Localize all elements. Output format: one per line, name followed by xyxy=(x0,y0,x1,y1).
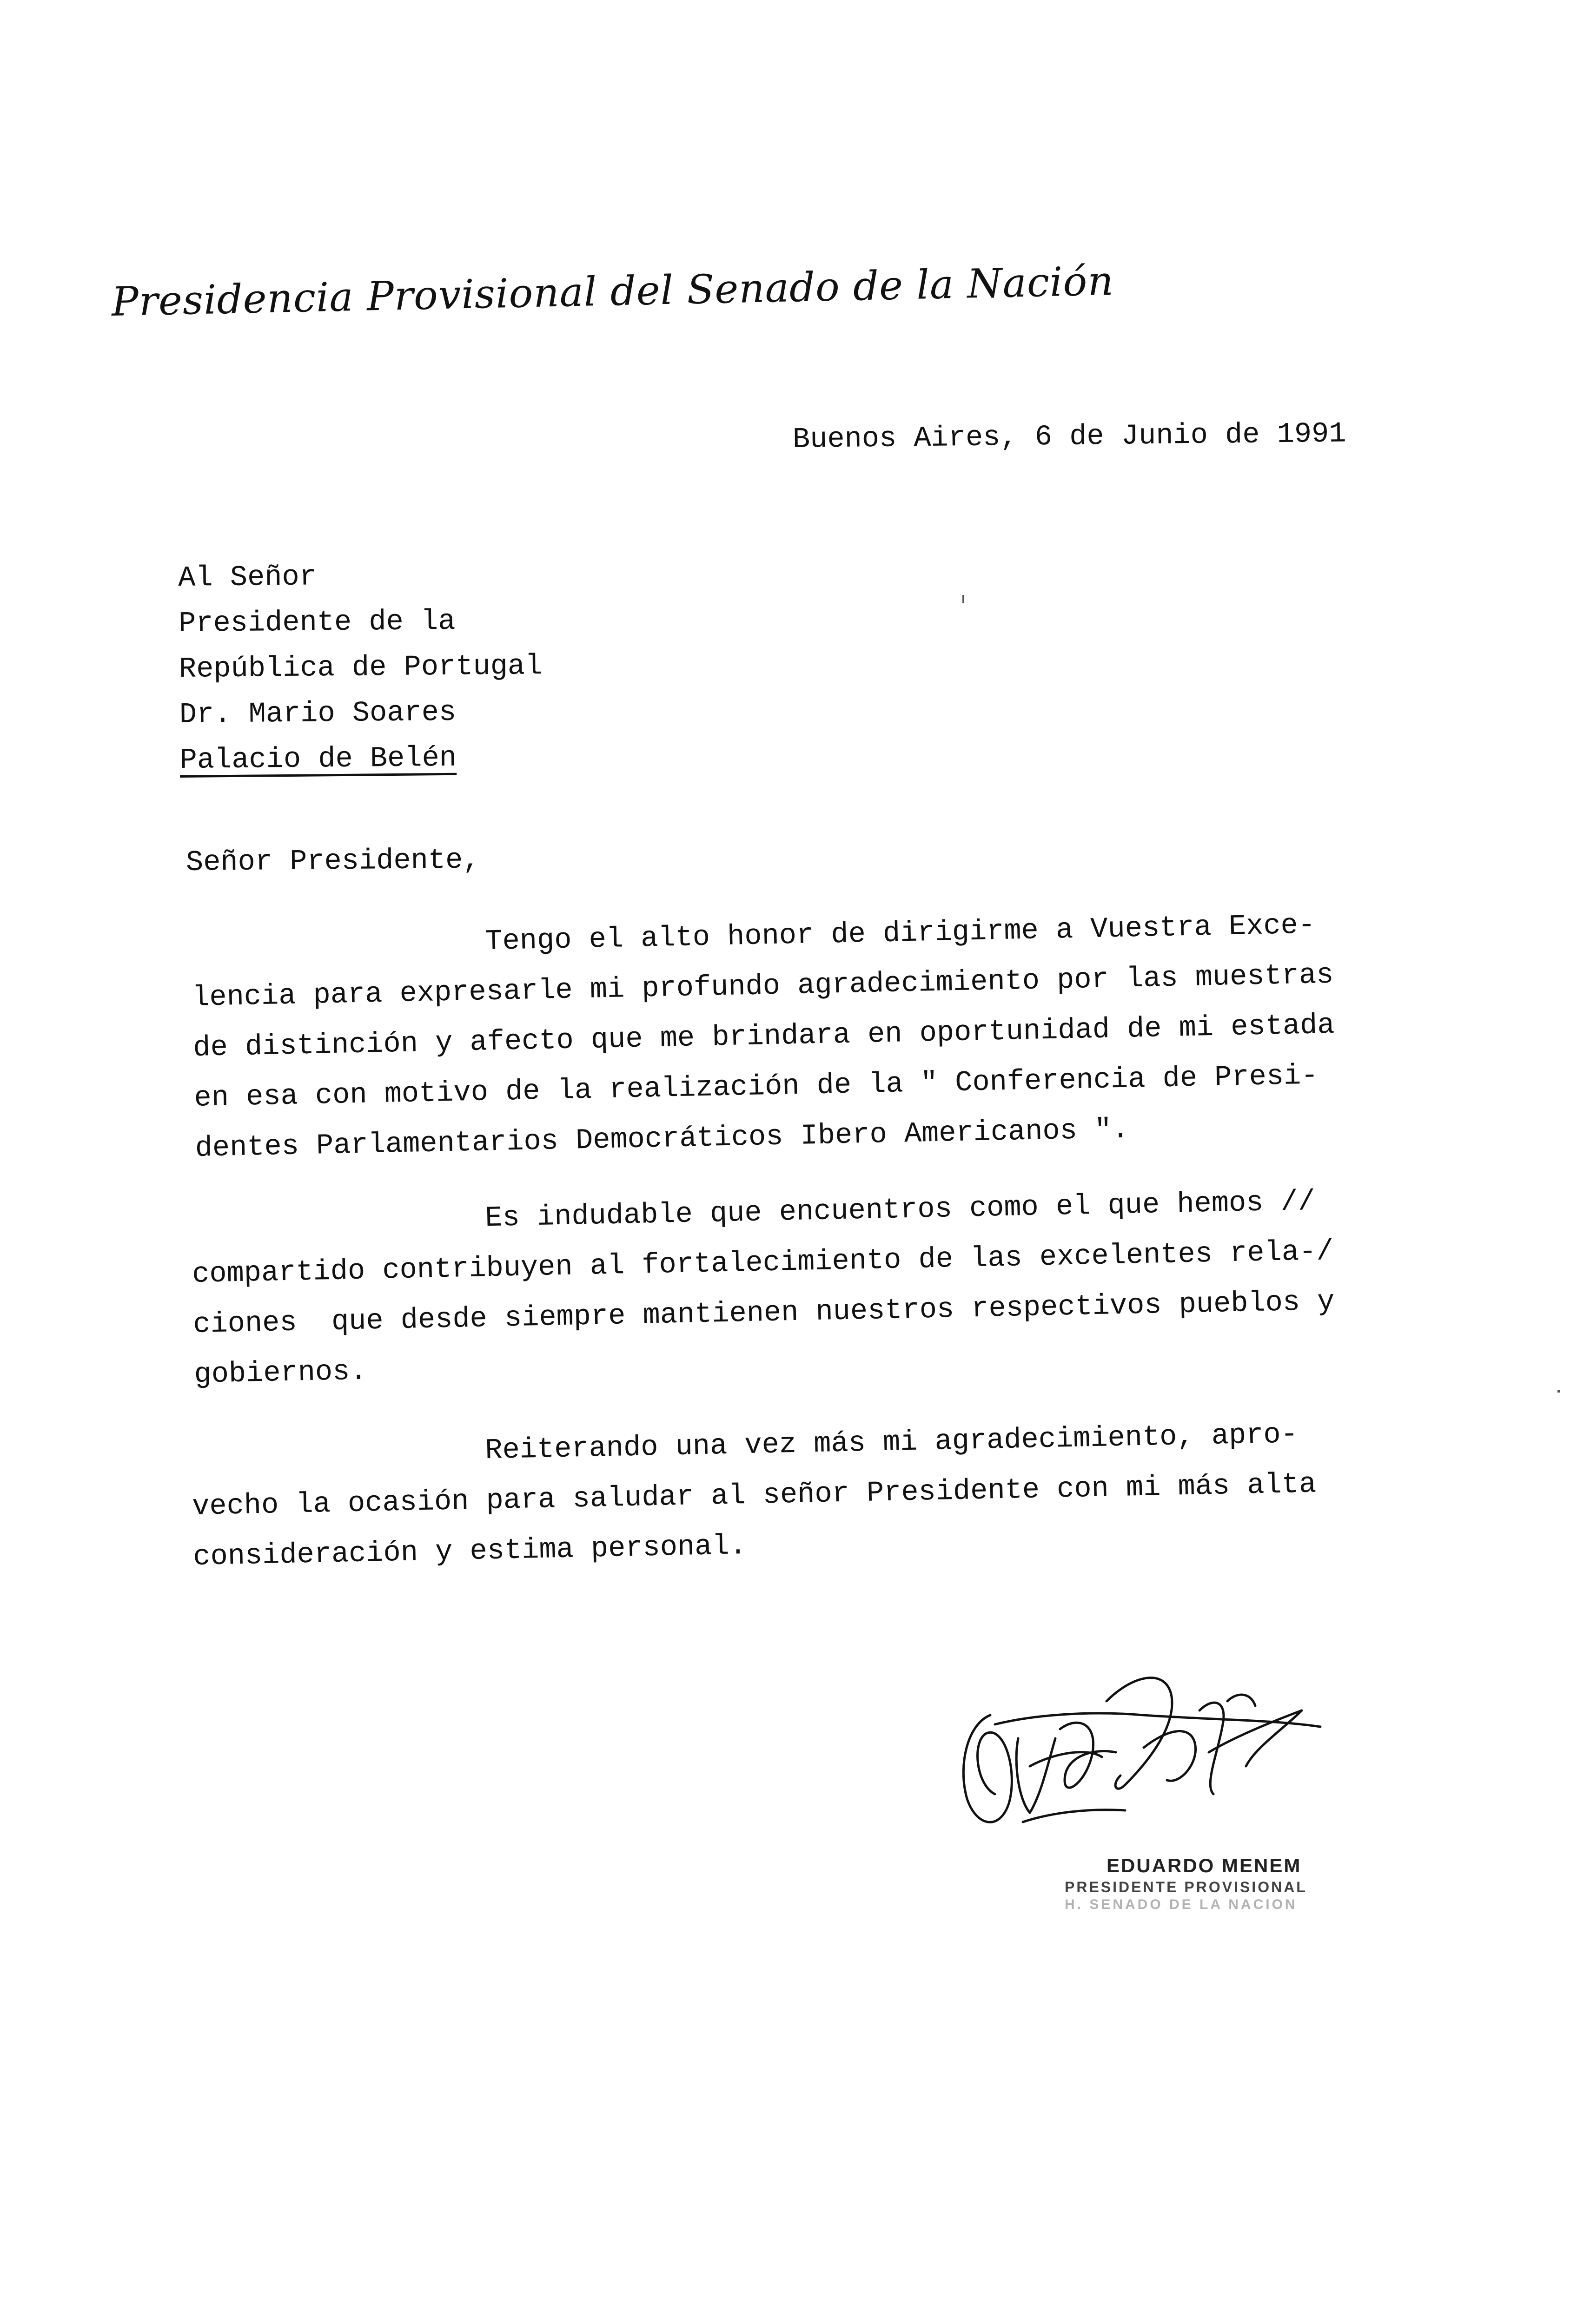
addressee-block xyxy=(178,552,543,783)
paragraph-line: compartido contribuyen al fortalecimiento de las excelentes rela-/ xyxy=(192,1235,1334,1291)
paragraph-line: Tengo el alto honor de dirigirme a Vuestra Exce- xyxy=(191,908,1316,964)
addressee-address: Palacio de Belén xyxy=(179,741,457,777)
signature-stamp xyxy=(1065,1855,1307,1913)
letterhead: Presidencia Provisional del Senado de la Nación xyxy=(111,257,1114,325)
paragraph-line: dentes Parlamentarios Democráticos Ibero Americanos ". xyxy=(195,1113,1130,1165)
paragraph-1 xyxy=(191,897,1460,1173)
date-line: Buenos Aires, 6 de Junio de 1991 xyxy=(792,417,1346,456)
signer-name: EDUARDO MENEM xyxy=(1107,1855,1302,1876)
scan-speck xyxy=(962,595,964,603)
addressee-line: República de Portugal xyxy=(179,649,543,686)
handwritten-signature xyxy=(948,1645,1358,1859)
paragraph-2 xyxy=(191,1174,1459,1400)
paragraph-line: consideración y estima personal. xyxy=(192,1529,747,1573)
signer-subtitle: H. SENADO DE LA NACION xyxy=(1065,1897,1298,1912)
signature-block xyxy=(948,1645,1358,1934)
salutation: Señor Presidente, xyxy=(186,843,480,879)
addressee-line: Presidente de la xyxy=(178,604,456,640)
paragraph-line: gobiernos. xyxy=(193,1354,368,1391)
paragraph-line: lencia para expresarle mi profundo agradecimiento por las muestras xyxy=(192,958,1334,1014)
paragraph-line: en esa con motivo de la realización de la " Conferencia de Presi- xyxy=(193,1059,1319,1115)
paragraph-3 xyxy=(191,1406,1458,1582)
paragraph-line: vecho la ocasión para saludar al señor Presidente con mi más alta xyxy=(192,1467,1317,1523)
paragraph-line: Es indudable que encuentros como el que hemos // xyxy=(191,1185,1316,1241)
paragraph-line: ciones que desde siempre mantienen nuestros respectivos pueblos y xyxy=(192,1285,1335,1341)
addressee-line: Al Señor xyxy=(178,560,317,595)
paragraph-line: Reiterando una vez más mi agradecimiento, apro- xyxy=(191,1418,1299,1473)
signer-title: PRESIDENTE PROVISIONAL xyxy=(1065,1879,1307,1895)
paragraph-line: de distinción y afecto que me brindara en oportunidad de mi estada xyxy=(192,1008,1335,1064)
scan-speck xyxy=(1557,1390,1560,1393)
addressee-line: Dr. Mario Soares xyxy=(179,695,457,731)
